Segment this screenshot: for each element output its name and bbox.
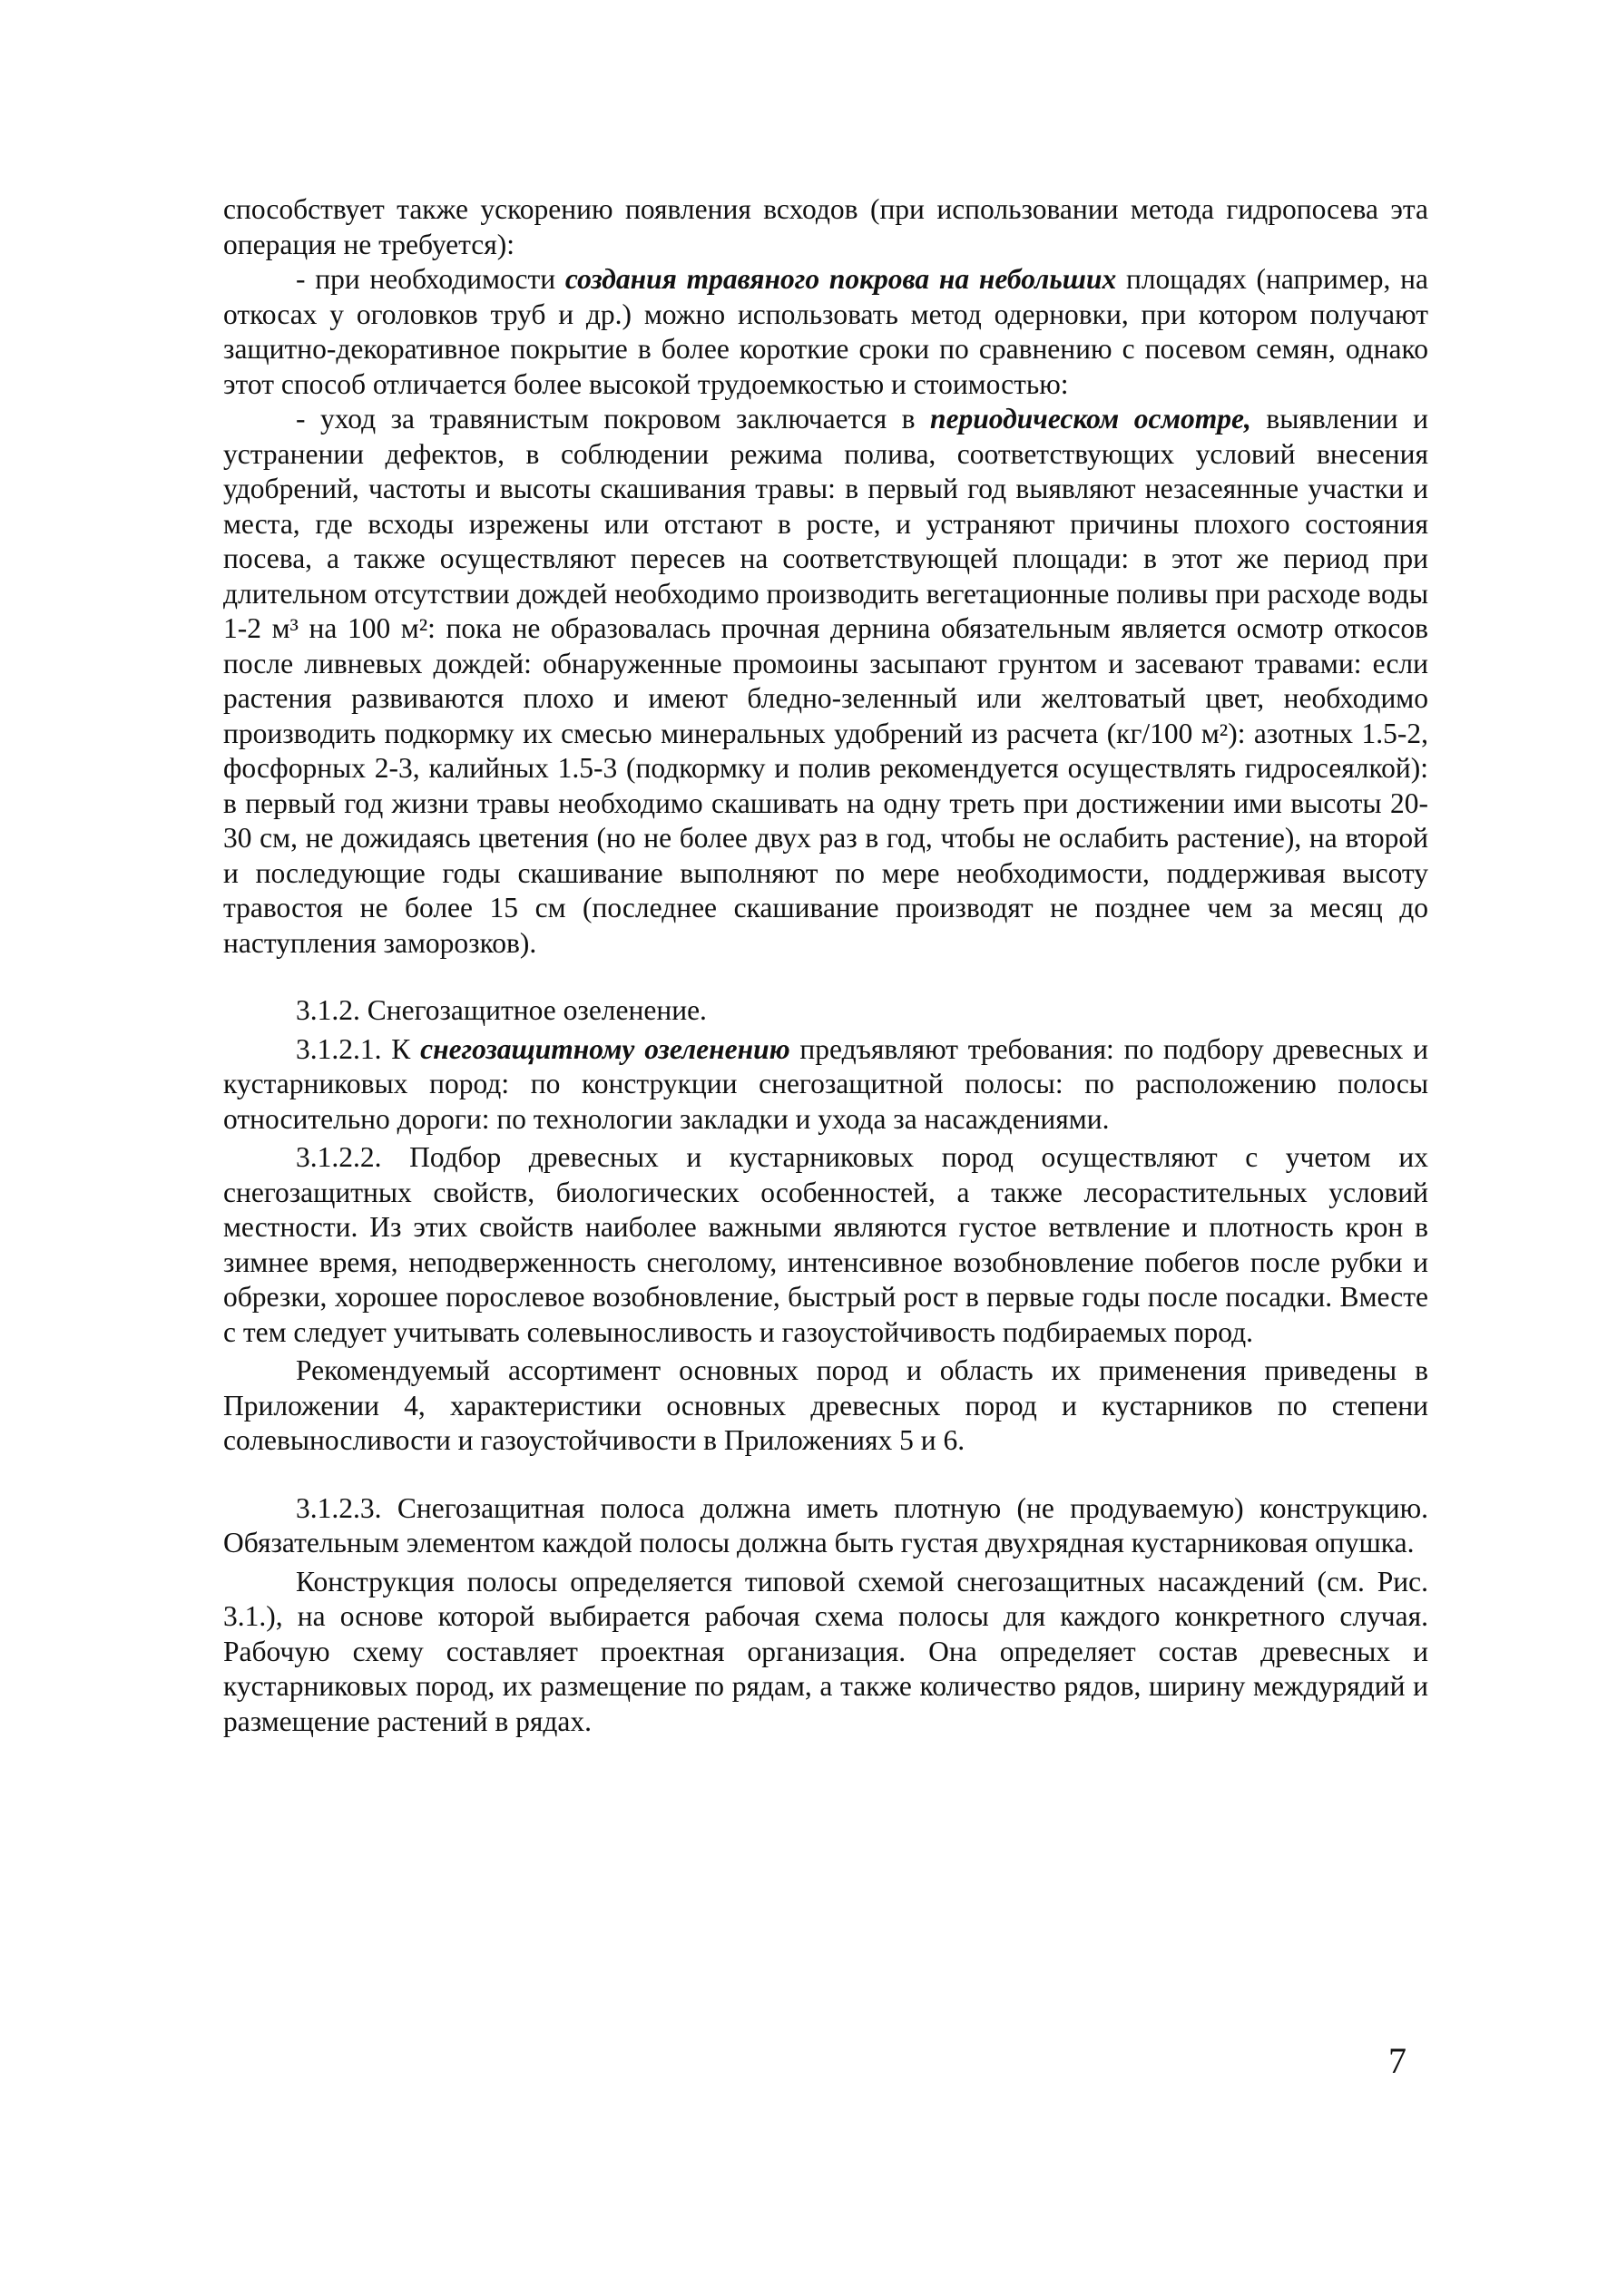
paragraph-text: 3.1.2.1. К bbox=[296, 1032, 421, 1065]
paragraph-text: 3.1.2.3. Снегозащитная полоса должна иметь плотную (не продуваемую) конструкцию. Обязательным элементом каждой полосы должна быть густая двухрядная кустарниковая опушка. bbox=[223, 1491, 1428, 1558]
emphasized-text: создания травяного покрова на небольших bbox=[564, 263, 1117, 295]
paragraph-text: 3.1.2.2. Подбор древесных и кустарниковых пород осуществляют с учетом их снегозащитных свойств, биологических особенностей, а также лесорастительных условий местности. Из этих свойств наиболее важными являются густое ветвление и плотность крон в зимнее время, неподверженность снеголому, интенсивное возобновление побегов после рубки и обрезки, хорошее порослевое возобновление, быстрый рост в первые годы после посадки. Вместе с тем следует учитывать солевыносливость и газоустойчивость подбираемых пород. bbox=[223, 1141, 1428, 1348]
section-heading bbox=[223, 993, 1428, 1029]
paragraph-turf-method bbox=[223, 262, 1428, 402]
paragraph-assortment bbox=[223, 1353, 1428, 1459]
page-number: 7 bbox=[1388, 2040, 1406, 2081]
paragraph-text: Рекомендуемый ассортимент основных пород и область их применения приведены в Приложении 4, характеристики основных древесных пород и кустарников по степени солевыносливости и газоустойчивости в Приложениях 5 и 6. bbox=[223, 1354, 1428, 1456]
paragraph-3-1-2-3 bbox=[223, 1491, 1428, 1561]
paragraph-text: - при необходимости bbox=[296, 263, 565, 295]
paragraph-3-1-2-2 bbox=[223, 1140, 1428, 1350]
paragraph-text: Конструкция полосы определяется типовой схемой снегозащитных насаждений (см. Рис. 3.1.), на основе которой выбирается рабочая схема полосы для каждого конкретного случая. Рабочую схему составляет проектная организация. Она определяет состав древесных и кустарниковых пород, их размещение по рядам, а также количество рядов, ширину междурядий и размещение растений в рядах. bbox=[223, 1565, 1428, 1737]
paragraph-text: способствует также ускорению появления всходов (при использовании метода гидропосева эта операция не требуется): bbox=[223, 193, 1428, 260]
document-body bbox=[223, 192, 1428, 1739]
emphasized-text: периодическом осмотре, bbox=[930, 403, 1251, 435]
paragraph-text: площадях (например, на откосах у оголовков труб и др.) можно использовать метод одерновки, при котором получают защитно-декоративное покрытие в более короткие сроки по сравнению с посевом семян, однако этот способ отличается более высокой трудоемкостью и стоимостью: bbox=[223, 263, 1428, 400]
paragraph-text: выявлении и устранении дефектов, в соблюдении режима полива, соответствующих условий внесения удобрений, частоты и высоты скашивания травы: в первый год выявляют незасеянные участки и места, где всходы изрежены или отстают в росте, и устраняют причины плохого состояния посева, а также осуществляют пересев на соответствующей площади: в этот же период при длительном отсутствии дождей необходимо производить вегетационные поливы при расходе воды 1-2 м³ на 100 м²: пока не образовалась прочная дернина обязательным является осмотр откосов после ливневых дождей: обнаруженные промоины засыпают грунтом и засевают травами: если растения развиваются плохо и имеют бледно-зеленный или желтоватый цвет, необходимо производить подкормку их смесью минеральных удобрений из расчета (кг/100 м²): азотных 1.5-2, фосфорных 2-3, калийных 1.5-3 (подкормку и полив рекомендуется осуществлять гидросеялкой): в первый год жизни травы необходимо скашивать на одну треть при достижении ими высоты 20-30 см, не дожидаясь цветения (но не более двух раз в год, чтобы не ослабить растение), на второй и последующие годы скашивание выполняют по мере необходимости, поддерживая высоту травостоя не более 15 см (последнее скашивание производят не позднее чем за месяц до наступления заморозков). bbox=[223, 403, 1428, 959]
paragraph-3-1-2-1 bbox=[223, 1032, 1428, 1138]
paragraph-continuation bbox=[223, 192, 1428, 262]
paragraph-construction bbox=[223, 1565, 1428, 1740]
paragraph-text: - уход за травянистым покровом заключается в bbox=[296, 403, 931, 435]
paragraph-grass-care bbox=[223, 402, 1428, 961]
emphasized-text: снегозащитному озеленению bbox=[420, 1032, 790, 1065]
paragraph-text: предъявляют требования: по подбору древесных и кустарниковых пород: по конструкции снегозащитной полосы: по расположению полосы относительно дороги: по технологии закладки и ухода за насаждениями. bbox=[223, 1032, 1428, 1135]
section-heading-text: 3.1.2. Снегозащитное озеленение. bbox=[296, 994, 707, 1026]
